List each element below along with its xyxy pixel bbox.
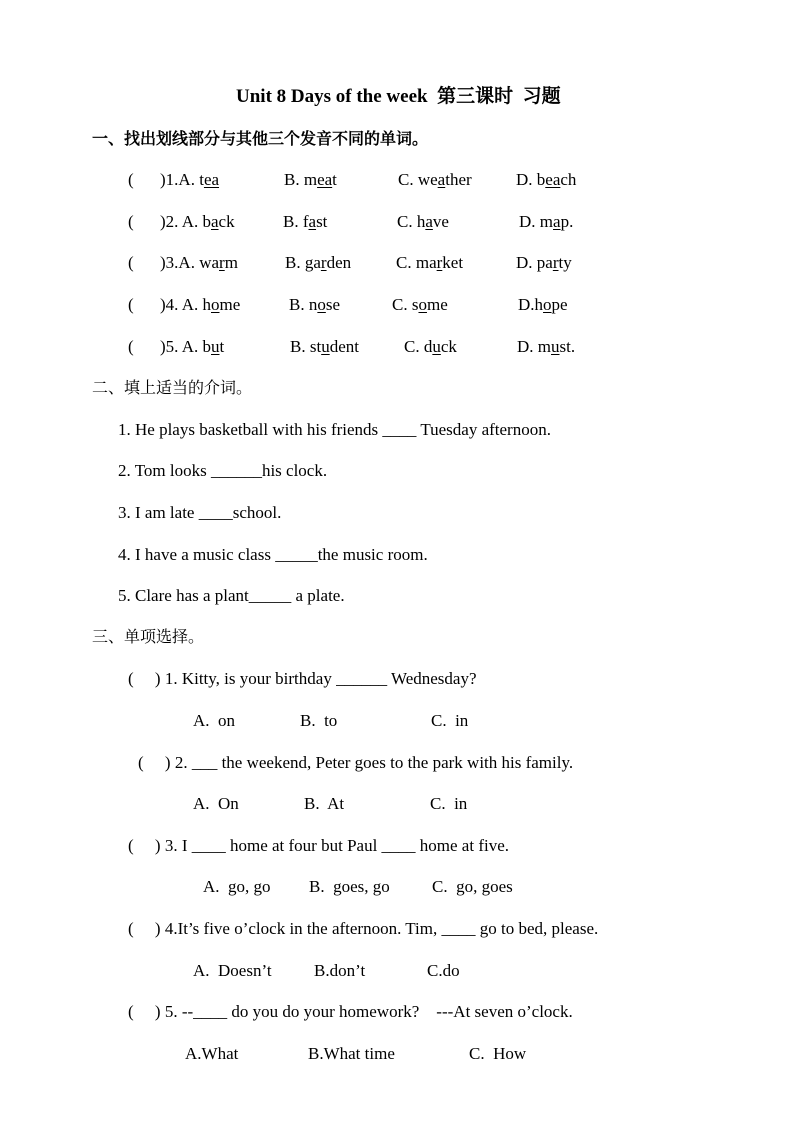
- option-a: )3.A. warm: [160, 253, 238, 272]
- option-c: C. duck: [404, 337, 457, 356]
- option-b: B. student: [290, 337, 359, 356]
- mc-option-b: B.don’t: [314, 961, 366, 980]
- option-c: C. market: [396, 253, 464, 272]
- page-title: Unit 8 Days of the week 第三课时 习题: [236, 86, 561, 107]
- option-d: D.hope: [518, 295, 568, 314]
- mc-option-a: A. Doesn’t: [193, 961, 272, 980]
- mc-option-b: B. to: [300, 711, 338, 730]
- mc-option-a: A.What: [185, 1044, 239, 1063]
- option-d: D. must.: [517, 337, 576, 356]
- mc-option-c: C. How: [469, 1044, 527, 1063]
- answer-paren: (: [128, 253, 134, 272]
- mc-question-3: ( ) 3. I ____ home at four but Paul ____ home at five.: [128, 836, 510, 855]
- answer-paren: (: [128, 295, 134, 314]
- mc-option-c: C. go, goes: [432, 877, 513, 896]
- section2-heading: 二、填上适当的介词。: [92, 378, 253, 397]
- option-a: )1.A. tea: [160, 170, 220, 189]
- option-a: )4. A. home: [160, 295, 241, 314]
- fill-item-4: 4. I have a music class _____the music room.: [118, 545, 428, 564]
- fill-item-5: 5. Clare has a plant_____ a plate.: [118, 586, 345, 605]
- mc-question-5: ( ) 5. --____ do you do your homework? ---At seven o’clock.: [128, 1002, 573, 1021]
- mc-question-1: ( ) 1. Kitty, is your birthday ______ Wednesday?: [128, 669, 477, 688]
- mc-option-b: B. goes, go: [309, 877, 390, 896]
- answer-paren: (: [128, 337, 134, 356]
- option-d: D. beach: [516, 170, 577, 189]
- mc-option-c: C. in: [430, 794, 468, 813]
- mc-option-c: C.do: [427, 961, 460, 980]
- option-b: B. garden: [285, 253, 352, 272]
- fill-item-2: 2. Tom looks ______his clock.: [118, 461, 328, 480]
- mc-option-c: C. in: [431, 711, 469, 730]
- option-c: C. have: [397, 212, 449, 231]
- option-a: )2. A. back: [160, 212, 235, 231]
- mc-option-a: A. On: [193, 794, 239, 813]
- mc-option-a: A. go, go: [203, 877, 271, 896]
- section3-heading: 三、单项选择。: [92, 627, 205, 646]
- option-b: B. meat: [284, 170, 337, 189]
- option-a: )5. A. but: [160, 337, 225, 356]
- mc-question-2: ( ) 2. ___ the weekend, Peter goes to the park with his family.: [138, 753, 574, 772]
- option-c: C. weather: [398, 170, 472, 189]
- mc-question-4: ( ) 4.It’s five o’clock in the afternoon. Tim, ____ go to bed, please.: [128, 919, 599, 938]
- mc-option-a: A. on: [193, 711, 236, 730]
- mc-option-b: B.What time: [308, 1044, 395, 1063]
- answer-paren: (: [128, 170, 134, 189]
- option-d: D. party: [516, 253, 572, 272]
- section1-heading: 一、找出划线部分与其他三个发音不同的单词。: [92, 129, 429, 148]
- option-d: D. map.: [519, 212, 574, 231]
- fill-item-1: 1. He plays basketball with his friends ____ Tuesday afternoon.: [118, 420, 551, 439]
- mc-option-b: B. At: [304, 794, 345, 813]
- option-b: B. nose: [289, 295, 341, 314]
- option-c: C. some: [392, 295, 448, 314]
- option-b: B. fast: [283, 212, 328, 231]
- answer-paren: (: [128, 212, 134, 231]
- fill-item-3: 3. I am late ____school.: [118, 503, 282, 522]
